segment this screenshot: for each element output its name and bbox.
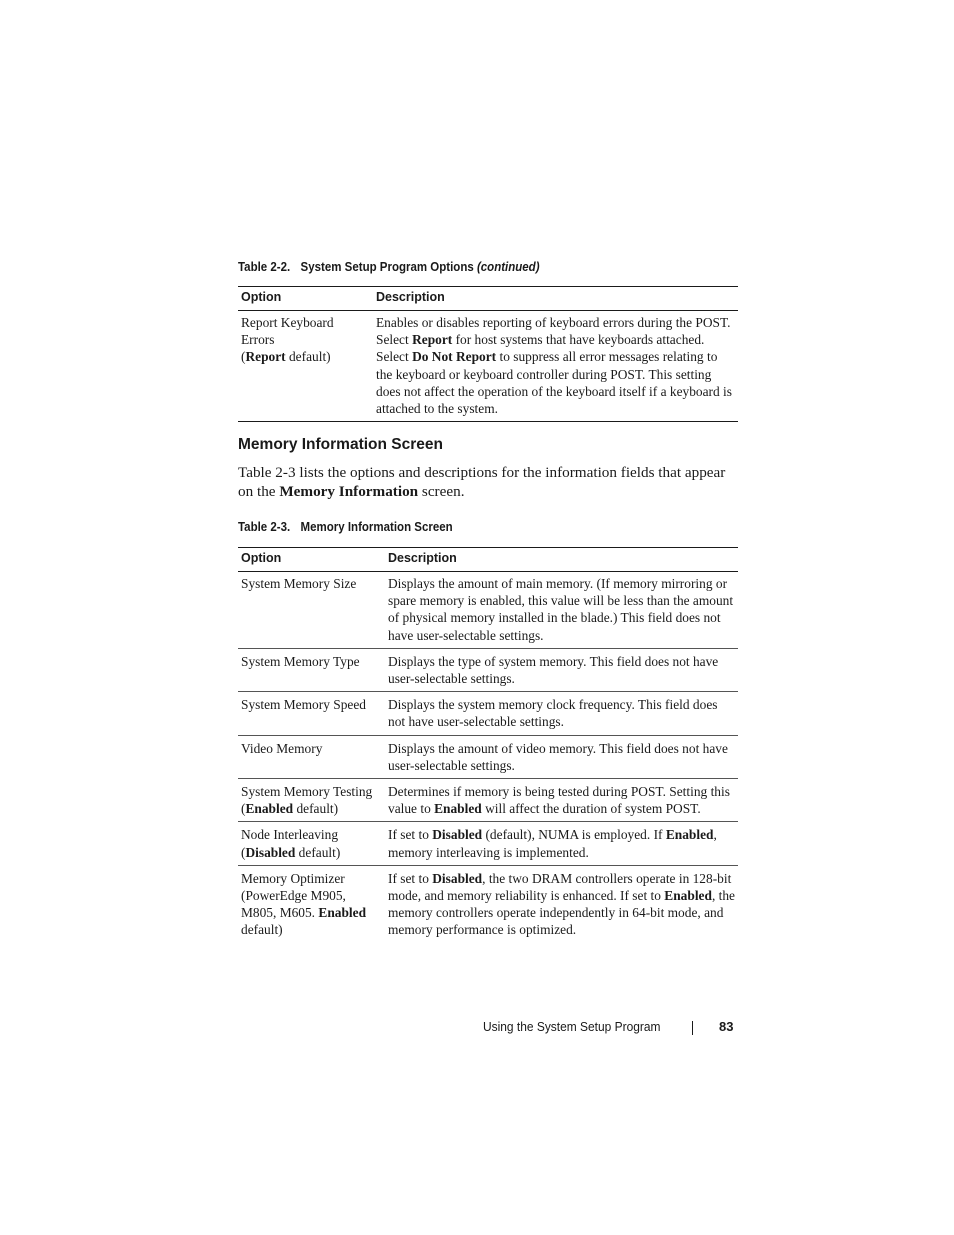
- description-text: to suppress all error messages relating to the keyboard or keyboard controller during POST. This setting does not affect the operation of the keyboard itself if a keyboard is attached to the system.: [376, 349, 732, 417]
- description-text: , memory interleaving is implemented.: [388, 827, 717, 860]
- option-paren: (: [241, 349, 246, 365]
- table-number: Table 2-3.: [238, 520, 291, 534]
- option-text: Memory Optimizer (PowerEdge M905, M805, M605.: [241, 870, 346, 921]
- table-header-row: [238, 548, 738, 572]
- option-default-value: Report: [245, 349, 286, 365]
- table-row: [238, 692, 738, 735]
- description-cell: Displays the amount of main memory. (If memory mirroring or spare memory is enabled, this value will be less than the amount of physical memory installed in the blade.) This field does not have user-selectable settings.: [385, 572, 738, 649]
- description-cell: Displays the amount of video memory. This field does not have user-selectable settings.: [385, 735, 738, 778]
- description-bold: Disabled: [432, 870, 483, 886]
- description-text: Enables or disables reporting of keyboard errors during the POST. Select: [376, 315, 731, 348]
- option-text: default): [293, 801, 339, 817]
- section-heading: Memory Information Screen: [238, 436, 443, 453]
- description-column-header: Description: [373, 287, 738, 311]
- paragraph-text: Table 2-3 lists the options and descriptions for the information fields that appear on the: [238, 464, 726, 500]
- description-cell: [385, 779, 738, 822]
- table-row: [238, 572, 738, 649]
- option-default-value: Enabled: [245, 801, 294, 817]
- table-2-2-caption: [238, 260, 540, 274]
- table-header-row: [238, 287, 738, 311]
- option-text: default): [295, 844, 341, 860]
- page-number: 83: [719, 1019, 734, 1034]
- table-number: Table 2-2.: [238, 260, 291, 274]
- option-cell: System Memory Type: [238, 648, 385, 691]
- table-row: [238, 648, 738, 691]
- option-default-value: Disabled: [245, 844, 296, 860]
- option-text: Report Keyboard: [241, 315, 334, 330]
- description-text: , the memory controllers operate independently in 64-bit mode, and memory performance is optimized.: [388, 888, 735, 938]
- option-cell: [238, 311, 373, 422]
- paragraph-text: screen.: [418, 483, 465, 500]
- option-column-header: Option: [238, 287, 373, 311]
- option-text: default): [285, 349, 331, 365]
- system-setup-options-table: [238, 286, 738, 422]
- table-row: [238, 822, 738, 865]
- description-cell: Displays the type of system memory. This field does not have user-selectable settings.: [385, 648, 738, 691]
- description-text: , the two DRAM controllers operate in 128-bit mode, and memory reliability is enhanced. If set to: [388, 870, 732, 904]
- description-cell: [385, 865, 738, 942]
- description-column-header: Description: [385, 548, 738, 572]
- description-bold: Do Not Report: [412, 349, 497, 365]
- option-cell: System Memory Speed: [238, 692, 385, 735]
- page-footer: [483, 1019, 738, 1039]
- description-text: If set to: [388, 870, 433, 886]
- description-cell: [385, 822, 738, 865]
- option-text: Node Interleaving: [241, 827, 339, 843]
- footer-divider: [692, 1021, 693, 1035]
- memory-information-table: [238, 547, 738, 943]
- description-text: Determines if memory is being tested during POST. Setting this value to: [388, 784, 730, 817]
- description-bold: Enabled: [434, 801, 482, 817]
- table-row: [238, 735, 738, 778]
- description-cell: [373, 311, 738, 422]
- table-continued-label: (continued): [476, 260, 540, 274]
- option-column-header: Option: [238, 548, 385, 572]
- option-text: default): [241, 922, 283, 938]
- option-cell: [238, 779, 385, 822]
- footer-section-title: Using the System Setup Program: [483, 1019, 661, 1034]
- option-default-value: Enabled: [318, 905, 367, 921]
- table-row: [238, 865, 738, 942]
- paragraph-bold: Memory Information: [279, 483, 419, 500]
- description-bold: Report: [412, 332, 453, 348]
- option-cell: [238, 822, 385, 865]
- option-cell: [238, 865, 385, 942]
- table-title: Memory Information Screen: [300, 520, 453, 534]
- table-2-3-caption: [238, 520, 453, 534]
- option-paren: (: [241, 801, 246, 817]
- description-bold: Enabled: [664, 888, 712, 904]
- option-paren: (: [241, 844, 246, 860]
- description-text: will affect the duration of system POST.: [481, 801, 701, 817]
- description-text: for host systems that have keyboards attached. Select: [376, 332, 705, 365]
- table-row: [238, 779, 738, 822]
- option-text: System Memory Testing: [241, 784, 373, 800]
- table-row: [238, 311, 738, 422]
- description-text: If set to: [388, 827, 433, 843]
- table-title: System Setup Program Options: [300, 260, 474, 274]
- description-bold: Enabled: [665, 827, 714, 843]
- option-text: Errors: [241, 332, 275, 348]
- option-cell: System Memory Size: [238, 572, 385, 649]
- option-cell: Video Memory: [238, 735, 385, 778]
- description-text: (default), NUMA is employed. If: [482, 827, 666, 843]
- description-cell: Displays the system memory clock frequency. This field does not have user-selectable settings.: [385, 692, 738, 735]
- section-paragraph: [238, 463, 738, 501]
- description-bold: Disabled: [432, 827, 483, 843]
